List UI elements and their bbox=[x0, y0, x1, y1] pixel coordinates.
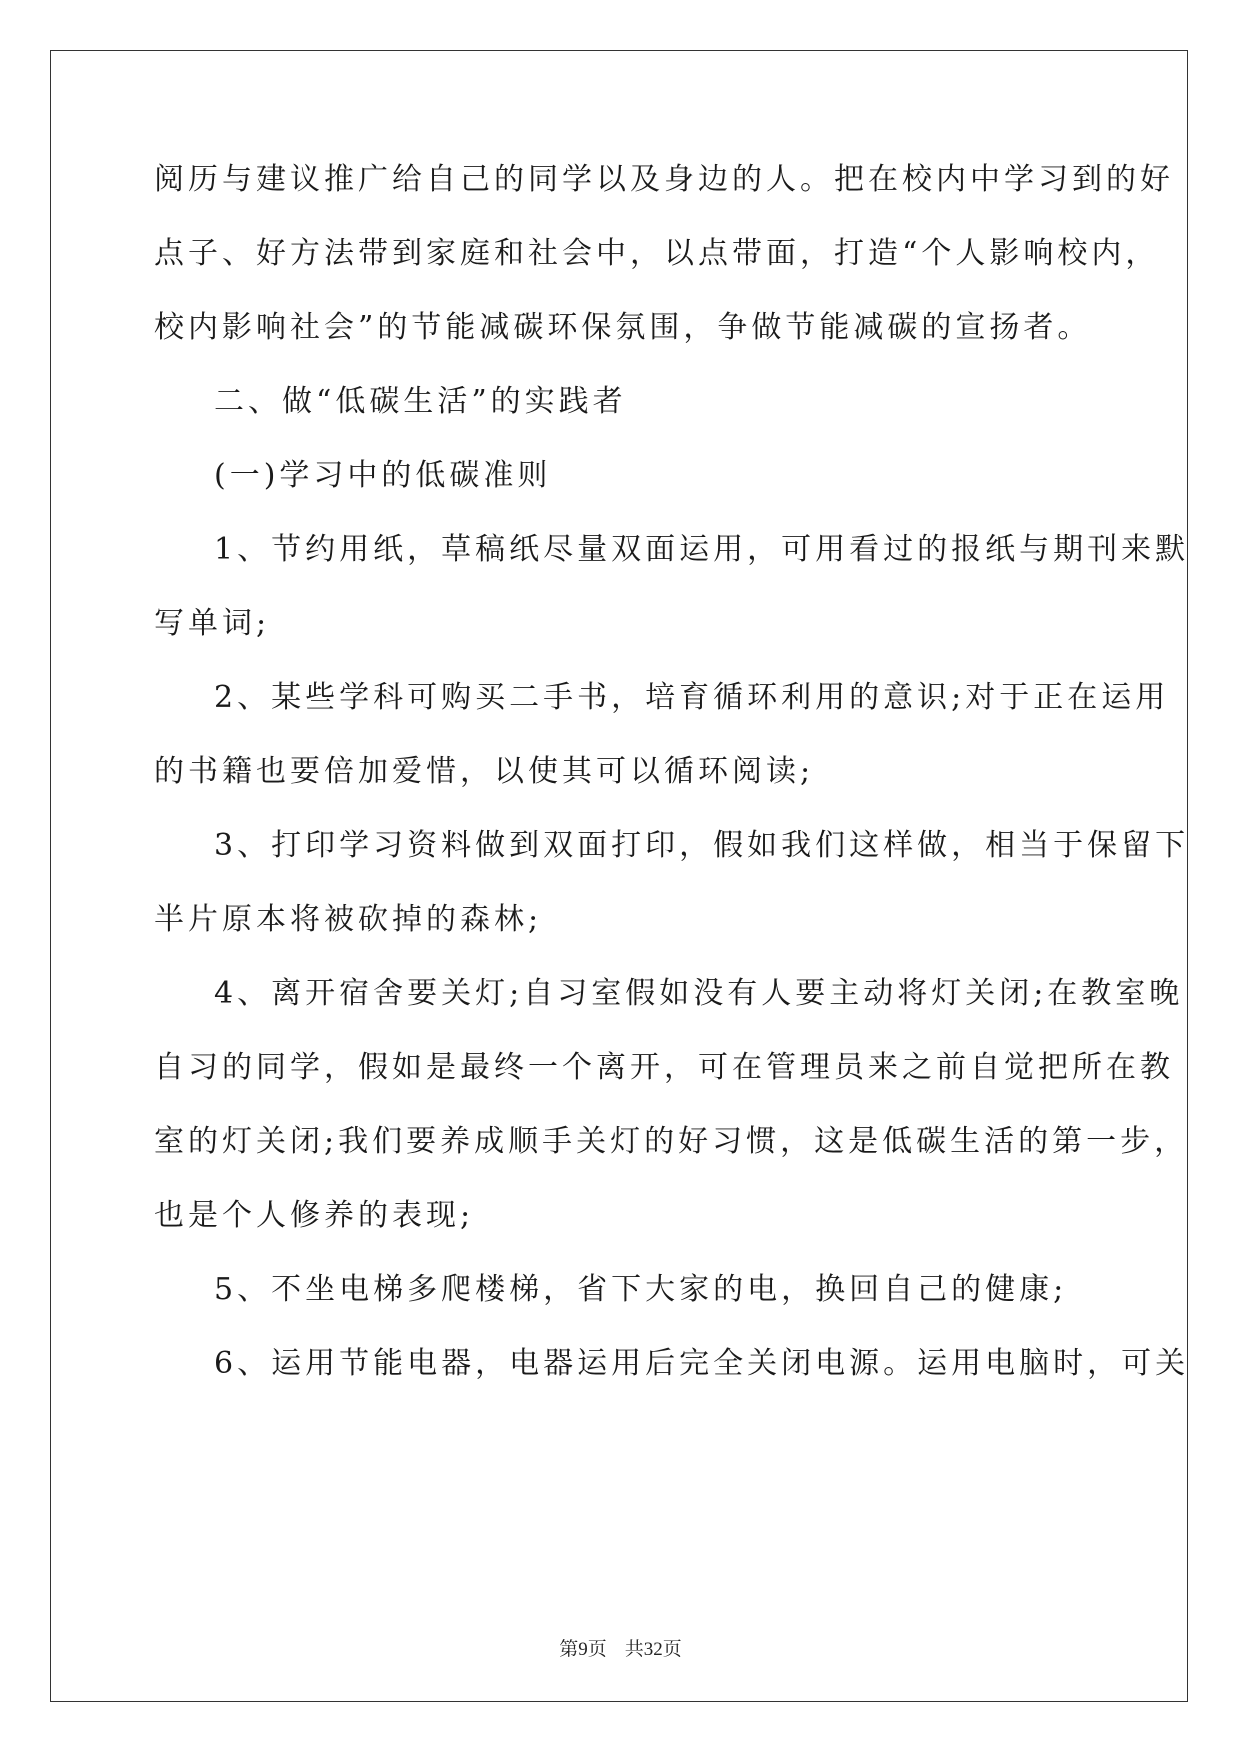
text-line: 3、打印学习资料做到双面打印，假如我们这样做，相当于保留下 bbox=[214, 828, 1190, 863]
text-line: 也是个人修养的表现; bbox=[154, 1198, 475, 1233]
text-line: 6、运用节能电器，电器运用后完全关闭电源。运用电脑时，可关 bbox=[214, 1346, 1190, 1381]
text-line: 4、离开宿舍要关灯;自习室假如没有人要主动将灯关闭;在教室晚 bbox=[214, 976, 1184, 1011]
text-line: 自习的同学，假如是最终一个离开，可在管理员来之前自觉把所在教 bbox=[154, 1050, 1174, 1085]
page-border bbox=[50, 50, 1188, 1702]
total-prefix: 共 bbox=[624, 1638, 644, 1660]
total-suffix: 页 bbox=[662, 1638, 682, 1660]
text-line: 写单词; bbox=[154, 606, 271, 641]
text-line: 校内影响社会”的节能减碳环保氛围，争做节能减碳的宣扬者。 bbox=[154, 310, 1092, 345]
text-line: 5、不坐电梯多爬楼梯，省下大家的电，换回自己的健康; bbox=[214, 1272, 1068, 1307]
text-line: 半片原本将被砍掉的森林; bbox=[154, 902, 543, 937]
text-line: 1、节约用纸，草稿纸尽量双面运用，可用看过的报纸与期刊来默 bbox=[214, 532, 1190, 567]
text-line: 室的灯关闭;我们要养成顺手关灯的好习惯，这是低碳生活的第一步， bbox=[154, 1124, 1189, 1159]
page-suffix: 页 bbox=[587, 1638, 607, 1660]
page-prefix: 第 bbox=[559, 1638, 579, 1660]
subsection-heading: (一)学习中的低碳准则 bbox=[214, 458, 552, 493]
total-pages: 32 bbox=[643, 1639, 663, 1660]
page-footer bbox=[0, 1637, 1241, 1662]
text-line: 2、某些学科可购买二手书，培育循环利用的意识;对于正在运用 bbox=[214, 680, 1170, 715]
text-line: 的书籍也要倍加爱惜，以使其可以循环阅读; bbox=[154, 754, 815, 789]
section-heading: 二、做“低碳生活”的实践者 bbox=[214, 384, 627, 419]
text-line: 点子、好方法带到家庭和社会中，以点带面，打造“个人影响校内， bbox=[154, 236, 1160, 271]
page-number: 9 bbox=[578, 1639, 588, 1660]
text-line: 阅历与建议推广给自己的同学以及身边的人。把在校内中学习到的好 bbox=[154, 162, 1174, 197]
